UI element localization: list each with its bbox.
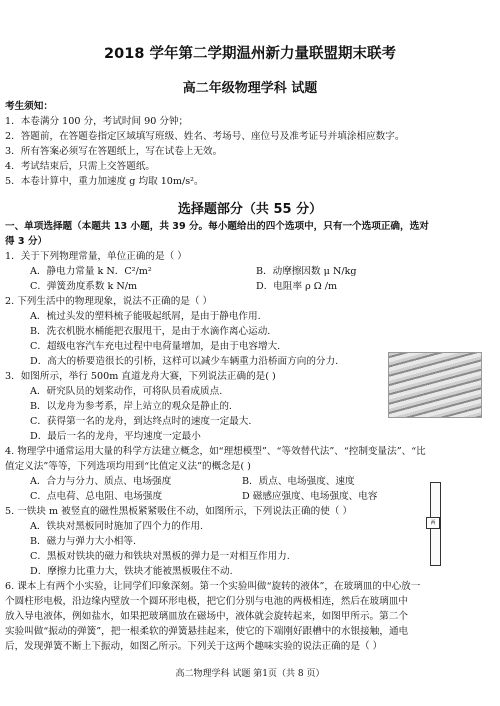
- question-6-text: 个圆柱形电极，沿边缘内壁放一个圆环形电极，把它们分别与电池的两极相连，然后在玻璃皿中: [5, 596, 408, 607]
- question-1-option-c: C．弹簧劲度系数 k N/m: [30, 281, 138, 292]
- question-4-option-c: C．点电荷、总电阻、电场强度: [30, 491, 163, 502]
- question-2-stem: 2. 下列生活中的物理现象，说法不正确的是（ ）: [5, 296, 213, 307]
- notice-heading: 考生须知：: [5, 101, 53, 112]
- question-2-option-b: B．洗衣机脱水桶能把衣服甩干，是由于水滴作离心运动.: [30, 326, 271, 337]
- question-2-option-a: A．梳过头发的塑料梳子能吸起纸屑，是由于静电作用.: [30, 311, 261, 322]
- question-2-option-d: D．高大的桥要造很长的引桥，这样可以减少车辆重力沿桥面方向的分力.: [30, 356, 339, 367]
- question-6-text: 后，发现弹簧不断上下振动，如图乙所示。下列关于这两个趣味实验的说法正确的是（ ）: [5, 641, 383, 652]
- question-4-option-d: D 磁感应强度、电场强度、电容: [242, 491, 378, 502]
- question-5-option-c: C．黑板对铁块的磁力和铁块对黑板的弹力是一对相互作用力.: [30, 551, 290, 562]
- question-4-stem: 4. 物理学中通常运用大量的科学方法建立概念，如“理想模型”、“等效替代法”、“控制变量法”、“比: [5, 446, 426, 457]
- question-1-stem: 1．关于下列物理常量，单位正确的是（ ）: [5, 251, 187, 262]
- iron-block-figure: 两: [426, 517, 440, 529]
- question-4-option-b: B．质点、电场强度、速度: [242, 476, 355, 487]
- notice-item: 5．本卷计算中，重力加速度 g 均取 10m/s²。: [5, 176, 204, 187]
- question-1-option-a: A．静电力常量 k N．C²/m²: [30, 266, 152, 277]
- part-instructions: 得 3 分）: [5, 236, 48, 247]
- notice-item: 2．答题前，在答题卷指定区域填写班级、姓名、考场号、座位号及准考证号并填涂相应数字。: [5, 131, 405, 142]
- question-2-option-c: C．超级电容汽车充电过程中电荷量增加，是由于电容增大.: [30, 341, 281, 352]
- question-5-option-a: A．铁块对黑板同时施加了四个力的作用.: [30, 521, 204, 532]
- question-5-option-b: B．磁力与弹力大小相等.: [30, 536, 137, 547]
- part-instructions: 一、单项选择题（本题共 13 小题，共 39 分。每小题给出的四个选项中，只有一个选项正确，选对: [5, 221, 429, 232]
- question-6-text: 实验叫做“振动的弹簧”，把一根柔软的弹簧悬挂起来，使它的下端刚好跟槽中的水银接触，通电: [5, 626, 409, 637]
- exam-title: 2018 学年第二学期温州新力量联盟期末联考: [104, 46, 396, 62]
- notice-item: 1．本卷满分 100 分，考试时间 90 分钟；: [5, 116, 189, 127]
- question-6-text: 放入导电液体，例如盐水，如果把玻璃皿放在磁场中，液体就会旋转起来，如图甲所示。第二个: [5, 611, 408, 622]
- notice-item: 3．所有答案必须写在答题纸上，写在试卷上无效。: [5, 146, 223, 157]
- exam-subtitle: 高二年级物理学科 试题: [182, 81, 318, 96]
- page-footer: 高二物理学科 试题 第1页（共 8 页）: [175, 669, 325, 679]
- question-1-option-b: B．动摩擦因数 μ N/kg: [256, 266, 357, 277]
- question-4-stem: 值定义法”等等，下列选项均用到“比值定义法”的概念是( ): [5, 461, 251, 472]
- notice-item: 4．考试结束后，只需上交答题纸。: [5, 161, 156, 172]
- question-6-text: 6. 课本上有两个小实验，让同学们印象深刻。第一个实验叫做“旋转的液体”，在玻璃皿的中心放一: [5, 581, 421, 592]
- question-3-option-c: C．获得第一名的龙舟，到达终点时的速度一定最大.: [30, 416, 252, 427]
- question-3-stem: 3．如图所示，举行 500m 直道龙舟大赛，下列说法正确的是( ): [5, 371, 276, 382]
- question-5-option-d: D．摩擦力比重力大，铁块才能被黑板吸住不动.: [30, 566, 233, 577]
- question-3-option-d: D．最后一名的龙舟，平均速度一定最小: [30, 431, 201, 442]
- question-4-option-a: A．合力与分力、质点、电场强度: [30, 476, 172, 487]
- question-5-stem: 5. 一铁块 m 被竖直的磁性黑板紧紧吸住不动，如图所示，下列说法正确的使（ ）: [5, 506, 353, 517]
- question-3-option-b: B．以龙舟为参考系，岸上站立的观众是静止的.: [30, 401, 232, 412]
- question-3-option-a: A．研究队员的划桨动作，可将队员看成质点.: [30, 386, 223, 397]
- question-1-option-d: D．电阻率 ρ Ω /m: [256, 281, 338, 292]
- dragon-boat-race-photo: [388, 352, 482, 418]
- section-title: 选择题部分（共 55 分）: [177, 202, 323, 217]
